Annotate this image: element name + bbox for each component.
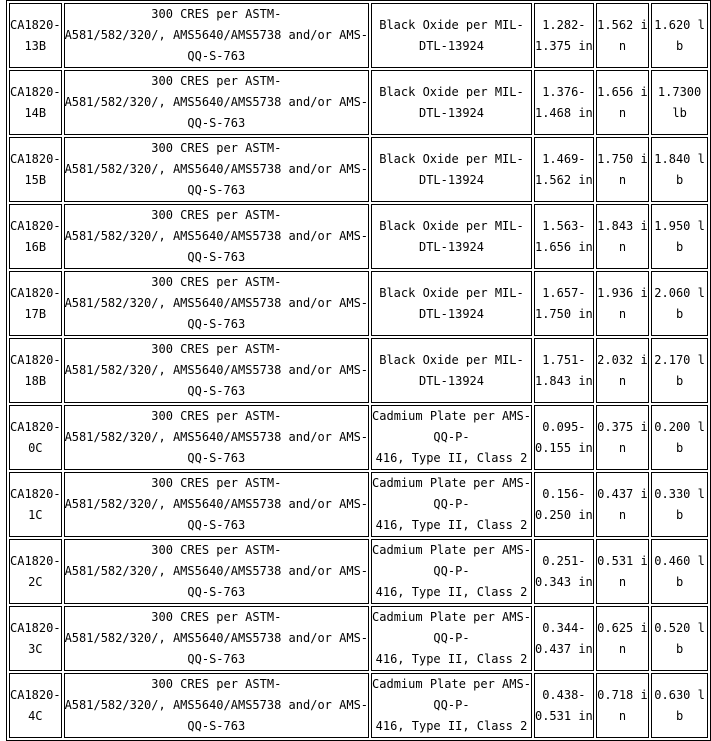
part-number-cell-line: 16B [24, 239, 47, 254]
weight-cell: 1.950 lb [651, 204, 708, 269]
finish-cell-line: Cadmium Plate per AMS- [372, 677, 531, 691]
table-row [9, 3, 708, 68]
grip-range-cell [534, 606, 594, 671]
length-cell: 0.625 in [596, 606, 649, 671]
material-cell-line: 300 CRES per ASTM- [151, 74, 282, 88]
weight-cell: 1.620 lb [651, 3, 708, 68]
table-row [9, 137, 708, 202]
material-cell [64, 204, 369, 269]
finish-cell-line: DTL-13924 [418, 373, 484, 388]
weight-cell: 2.170 lb [651, 338, 708, 403]
material-cell-line: QQ-S-763 [187, 116, 246, 130]
part-number-cell-line: 18B [24, 373, 47, 388]
material-cell-line: A581/582/320/, AMS5640/AMS5738 and/or AMS- [64, 229, 369, 243]
part-number-cell-line: CA1820- [10, 553, 61, 568]
finish-cell-line: DTL-13924 [418, 172, 484, 187]
material-cell-line: A581/582/320/, AMS5640/AMS5738 and/or AMS- [64, 28, 369, 42]
material-cell-line: 300 CRES per ASTM- [151, 409, 282, 423]
length-cell: 0.718 in [596, 673, 649, 738]
part-number-cell [9, 204, 62, 269]
material-cell-line: QQ-S-763 [187, 719, 246, 733]
finish-cell-line: QQ-P- [433, 631, 470, 645]
finish-cell-line: 416, Type II, Class 2 [375, 518, 528, 532]
material-cell-line: QQ-S-763 [187, 652, 246, 666]
material-cell [64, 137, 369, 202]
finish-cell [371, 271, 532, 336]
table-row [9, 606, 708, 671]
grip-range-cell [534, 70, 594, 135]
weight-cell: 0.520 lb [651, 606, 708, 671]
part-number-cell-line: 15B [24, 172, 47, 187]
part-number-cell [9, 673, 62, 738]
length-cell: 1.936 in [596, 271, 649, 336]
part-number-cell-line: 1C [28, 507, 43, 522]
grip-range-cell-line: 0.531 in [534, 708, 593, 723]
finish-cell-line: QQ-P- [433, 564, 470, 578]
finish-cell [371, 204, 532, 269]
material-cell-line: QQ-S-763 [187, 49, 246, 63]
grip-range-cell [534, 472, 594, 537]
material-cell [64, 3, 369, 68]
grip-range-cell [534, 3, 594, 68]
table-row [9, 539, 708, 604]
material-cell-line: 300 CRES per ASTM- [151, 543, 282, 557]
table-row [9, 338, 708, 403]
material-cell [64, 539, 369, 604]
finish-cell-line: QQ-P- [433, 698, 470, 712]
weight-cell: 2.060 lb [651, 271, 708, 336]
part-number-cell-line: CA1820- [10, 486, 61, 501]
length-cell: 0.375 in [596, 405, 649, 470]
material-cell-line: 300 CRES per ASTM- [151, 7, 282, 21]
material-cell-line: 300 CRES per ASTM- [151, 677, 282, 691]
finish-cell [371, 472, 532, 537]
material-cell-line: 300 CRES per ASTM- [151, 610, 282, 624]
material-cell [64, 338, 369, 403]
table-row [9, 405, 708, 470]
part-number-cell-line: 14B [24, 105, 47, 120]
finish-cell-line: 416, Type II, Class 2 [375, 585, 528, 599]
finish-cell-line: Cadmium Plate per AMS- [372, 409, 531, 423]
weight-cell: 0.200 lb [651, 405, 708, 470]
grip-range-cell-line: 1.656 in [534, 239, 593, 254]
material-cell-line: QQ-S-763 [187, 183, 246, 197]
table-row [9, 70, 708, 135]
finish-cell-line: Black Oxide per MIL- [379, 218, 524, 233]
grip-range-cell-line: 1.750 in [534, 306, 593, 321]
grip-range-cell-line: 1.469- [542, 151, 586, 166]
weight-cell: 1.840 lb [651, 137, 708, 202]
grip-range-cell-line: 1.843 in [534, 373, 593, 388]
material-cell [64, 606, 369, 671]
finish-cell-line: DTL-13924 [418, 239, 484, 254]
grip-range-cell [534, 539, 594, 604]
grip-range-cell-line: 0.438- [542, 687, 586, 702]
table-row [9, 472, 708, 537]
part-number-cell-line: CA1820- [10, 218, 61, 233]
finish-cell-line: DTL-13924 [418, 306, 484, 321]
finish-cell-line: Cadmium Plate per AMS- [372, 610, 531, 624]
part-number-cell-line: CA1820- [10, 151, 61, 166]
material-cell-line: QQ-S-763 [187, 585, 246, 599]
finish-cell-line: QQ-P- [433, 497, 470, 511]
grip-range-cell [534, 271, 594, 336]
part-number-cell-line: 3C [28, 641, 43, 656]
weight-cell: 0.330 lb [651, 472, 708, 537]
part-number-cell-line: CA1820- [10, 620, 61, 635]
material-cell-line: A581/582/320/, AMS5640/AMS5738 and/or AMS- [64, 564, 369, 578]
part-number-cell-line: 4C [28, 708, 43, 723]
material-cell-line: 300 CRES per ASTM- [151, 208, 282, 222]
grip-range-cell-line: 1.376- [542, 84, 586, 99]
part-number-cell-line: CA1820- [10, 285, 61, 300]
finish-cell-line: 416, Type II, Class 2 [375, 652, 528, 666]
material-cell-line: A581/582/320/, AMS5640/AMS5738 and/or AMS- [64, 95, 369, 109]
part-number-cell-line: CA1820- [10, 84, 61, 99]
finish-cell [371, 70, 532, 135]
part-number-cell-line: 13B [24, 38, 47, 53]
part-number-cell-line: CA1820- [10, 687, 61, 702]
finish-cell-line: 416, Type II, Class 2 [375, 719, 528, 733]
grip-range-cell [534, 673, 594, 738]
finish-cell [371, 137, 532, 202]
grip-range-cell-line: 1.657- [542, 285, 586, 300]
length-cell: 0.531 in [596, 539, 649, 604]
material-cell-line: 300 CRES per ASTM- [151, 275, 282, 289]
part-number-cell [9, 3, 62, 68]
finish-cell-line: Black Oxide per MIL- [379, 285, 524, 300]
finish-cell [371, 338, 532, 403]
part-number-cell-line: CA1820- [10, 17, 61, 32]
part-number-cell [9, 606, 62, 671]
material-cell-line: QQ-S-763 [187, 250, 246, 264]
material-cell-line: QQ-S-763 [187, 451, 246, 465]
finish-cell-line: QQ-P- [433, 430, 470, 444]
material-cell-line: QQ-S-763 [187, 317, 246, 331]
weight-cell: 1.7300 lb [651, 70, 708, 135]
length-cell: 1.656 in [596, 70, 649, 135]
material-cell [64, 673, 369, 738]
finish-cell-line: Cadmium Plate per AMS- [372, 543, 531, 557]
material-cell [64, 70, 369, 135]
length-cell: 1.562 in [596, 3, 649, 68]
material-cell-line: 300 CRES per ASTM- [151, 141, 282, 155]
material-cell [64, 472, 369, 537]
weight-cell: 0.460 lb [651, 539, 708, 604]
material-cell-line: A581/582/320/, AMS5640/AMS5738 and/or AMS- [64, 497, 369, 511]
material-cell-line: QQ-S-763 [187, 518, 246, 532]
grip-range-cell-line: 0.251- [542, 553, 586, 568]
grip-range-cell-line: 0.344- [542, 620, 586, 635]
grip-range-cell-line: 0.155 in [534, 440, 593, 455]
grip-range-cell-line: 1.282- [542, 17, 586, 32]
grip-range-cell-line: 0.095- [542, 419, 586, 434]
grip-range-cell-line: 1.562 in [534, 172, 593, 187]
part-number-cell-line: CA1820- [10, 352, 61, 367]
material-cell-line: A581/582/320/, AMS5640/AMS5738 and/or AMS- [64, 363, 369, 377]
finish-cell-line: Black Oxide per MIL- [379, 151, 524, 166]
material-cell-line: A581/582/320/, AMS5640/AMS5738 and/or AMS- [64, 631, 369, 645]
material-cell-line: A581/582/320/, AMS5640/AMS5738 and/or AMS- [64, 430, 369, 444]
part-number-cell [9, 472, 62, 537]
part-number-cell-line: CA1820- [10, 419, 61, 434]
table-row [9, 204, 708, 269]
grip-range-cell-line: 0.156- [542, 486, 586, 501]
finish-cell [371, 405, 532, 470]
grip-range-cell-line: 0.250 in [534, 507, 593, 522]
finish-cell-line: Black Oxide per MIL- [379, 17, 524, 32]
grip-range-cell-line: 1.375 in [534, 38, 593, 53]
finish-cell-line: Cadmium Plate per AMS- [372, 476, 531, 490]
table-row [9, 673, 708, 738]
length-cell: 2.032 in [596, 338, 649, 403]
material-cell [64, 405, 369, 470]
grip-range-cell [534, 405, 594, 470]
grip-range-cell-line: 1.468 in [534, 105, 593, 120]
spec-table [6, 0, 711, 741]
finish-cell [371, 539, 532, 604]
length-cell: 1.750 in [596, 137, 649, 202]
finish-cell-line: DTL-13924 [418, 38, 484, 53]
finish-cell-line: Black Oxide per MIL- [379, 352, 524, 367]
part-number-cell-line: 0C [28, 440, 43, 455]
length-cell: 0.437 in [596, 472, 649, 537]
material-cell-line: A581/582/320/, AMS5640/AMS5738 and/or AMS- [64, 296, 369, 310]
finish-cell [371, 673, 532, 738]
material-cell-line: 300 CRES per ASTM- [151, 342, 282, 356]
material-cell-line: 300 CRES per ASTM- [151, 476, 282, 490]
length-cell: 1.843 in [596, 204, 649, 269]
table-row [9, 271, 708, 336]
finish-cell [371, 3, 532, 68]
part-number-cell [9, 539, 62, 604]
part-number-cell-line: 17B [24, 306, 47, 321]
finish-cell-line: 416, Type II, Class 2 [375, 451, 528, 465]
material-cell-line: A581/582/320/, AMS5640/AMS5738 and/or AMS- [64, 698, 369, 712]
material-cell-line: A581/582/320/, AMS5640/AMS5738 and/or AMS- [64, 162, 369, 176]
grip-range-cell-line: 0.437 in [534, 641, 593, 656]
grip-range-cell-line: 0.343 in [534, 574, 593, 589]
grip-range-cell [534, 204, 594, 269]
part-number-cell [9, 137, 62, 202]
material-cell [64, 271, 369, 336]
material-cell-line: QQ-S-763 [187, 384, 246, 398]
part-number-cell [9, 70, 62, 135]
part-number-cell [9, 338, 62, 403]
grip-range-cell-line: 1.751- [542, 352, 586, 367]
part-number-cell-line: 2C [28, 574, 43, 589]
finish-cell-line: DTL-13924 [418, 105, 484, 120]
weight-cell: 0.630 lb [651, 673, 708, 738]
finish-cell-line: Black Oxide per MIL- [379, 84, 524, 99]
finish-cell [371, 606, 532, 671]
part-number-cell [9, 405, 62, 470]
spec-table-body [9, 3, 708, 738]
grip-range-cell [534, 137, 594, 202]
grip-range-cell [534, 338, 594, 403]
grip-range-cell-line: 1.563- [542, 218, 586, 233]
part-number-cell [9, 271, 62, 336]
